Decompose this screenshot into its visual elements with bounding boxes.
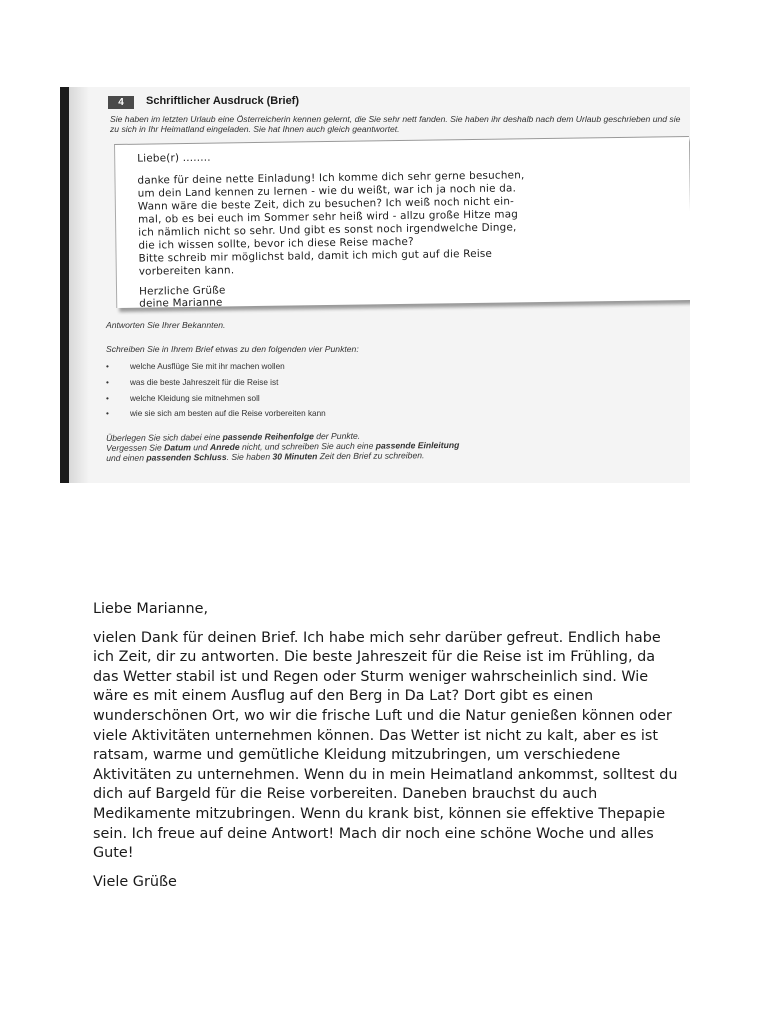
scan-dark-edge [60, 87, 69, 483]
list-item [106, 394, 260, 403]
hint-text: der Punkte. [313, 430, 361, 442]
list-item-text: was die beste Jahreszeit für die Reise ist [130, 378, 279, 387]
task-number-badge: 4 [108, 96, 134, 109]
hint-text: und einen [106, 452, 147, 463]
answer-body: vielen Dank für deinen Brief. Ich habe mich sehr darüber gefreut. Endlich habe ich Zeit, dir zu antworten. Die beste Jahreszeit für die Reise ist im Frühling, da das Wetter stabil ist und Regen oder Sturm weniger wahrscheinlich sind. Wie wäre es mit einem Ausflug auf den Berg in Da Lat? Dort gibt es einen wunderschönen Ort, wo wir die frische Luft und die Natur genießen können oder viele Aktivitäten unternehmen können. Das Wetter ist nicht zu kalt, aber es ist ratsam, warme und gemütliche Kleidung mitzubringen, um verschiedene Aktivitäten zu unternehmen. Wenn du in mein Heimatland ankommst, solltest du dich auf Bargeld für die Reise vorbereiten. Daneben brauchst du auch Medikamente mitzubringen. Wenn du krank bist, können sie effektive Thepapie sein. Ich freue auf deine Antwort! Mach dir noch eine schöne Woche und alles Gute! [93, 629, 678, 862]
letter-line: Bitte schreib mir möglichst bald, damit ich mich gut auf die Reise [138, 247, 493, 265]
letter-signature: deine Marianne [139, 296, 223, 310]
hint-emphasis: Anrede [209, 441, 240, 453]
hint-text: Überlegen Sie sich dabei eine [106, 431, 223, 443]
task-hint [106, 430, 459, 463]
letter-line: danke für deine nette Einladung! Ich komme dich sehr gerne besuchen, [137, 169, 525, 187]
hint-line [106, 450, 459, 463]
bullet: • [106, 409, 109, 418]
letter-line: die ich wissen sollte, bevor ich diese Reise mache? [138, 235, 414, 252]
bullet: • [106, 378, 109, 387]
letter-line: Wann wäre die beste Zeit, dich zu besuchen? Ich weiß noch nicht ein- [137, 195, 515, 213]
letter-line: ich nämlich nicht so sehr. Und gibt es sonst noch irgendwelche Dinge, [138, 221, 517, 239]
bullet: • [106, 362, 109, 371]
exercise-scan [60, 87, 690, 483]
hint-text: nicht, und schreiben Sie auch eine [239, 440, 376, 452]
hint-emphasis: passende Reihenfolge [222, 431, 314, 442]
list-item [106, 409, 326, 418]
instruction-reply: Antworten Sie Ihrer Bekannten. [106, 320, 226, 330]
hint-emphasis: 30 Minuten [272, 451, 318, 462]
letter-line: vorbereiten kann. [138, 264, 235, 278]
list-item-text: welche Ausflüge Sie mit ihr machen wollen [130, 362, 285, 371]
answer-letter [93, 600, 683, 901]
list-item-text: welche Kleidung sie mitnehmen soll [130, 394, 260, 403]
hint-emphasis: Datum [164, 442, 191, 453]
letter-line: mal, ob es bei euch im Sommer sehr heiß wird - allzu große Hitze mag [137, 208, 519, 226]
hint-text: Zeit den Brief zu schreiben. [317, 450, 425, 462]
letter-line: um dein Land kennen zu lernen - wie du weißt, war ich ja noch nie da. [137, 182, 517, 200]
list-item [106, 362, 285, 371]
task-title: Schriftlicher Ausdruck (Brief) [146, 95, 300, 107]
hint-emphasis: passende Einleitung [375, 439, 460, 451]
bullet: • [106, 394, 109, 403]
hint-text: . Sie haben [226, 451, 273, 462]
task-intro: Sie haben im letzten Urlaub eine Österreicherin kennen gelernt, die Sie sehr nett fanden. Sie haben ihr deshalb nach dem Urlaub geschrieben und sie zu sich in Ihr Heimatland eingeladen. Sie hat Ihnen auch gleich geantwortet. [110, 114, 681, 134]
hint-text: Vergessen Sie [106, 442, 165, 453]
scan-edge-shadow [69, 87, 89, 483]
letter-greeting: Liebe(r) ........ [137, 151, 211, 165]
sample-letter [114, 136, 690, 308]
instruction-points: Schreiben Sie in Ihrem Brief etwas zu den folgenden vier Punkten: [106, 344, 359, 354]
hint-emphasis: passenden Schluss [146, 451, 227, 463]
hint-text: und [190, 442, 211, 453]
list-item [106, 378, 278, 387]
letter-closing: Herzliche Grüße [138, 284, 226, 298]
answer-closing: Viele Grüße [93, 873, 177, 890]
list-item-text: wie sie sich am besten auf die Reise vorbereiten kann [130, 409, 326, 418]
answer-greeting: Liebe Marianne, [93, 601, 209, 617]
